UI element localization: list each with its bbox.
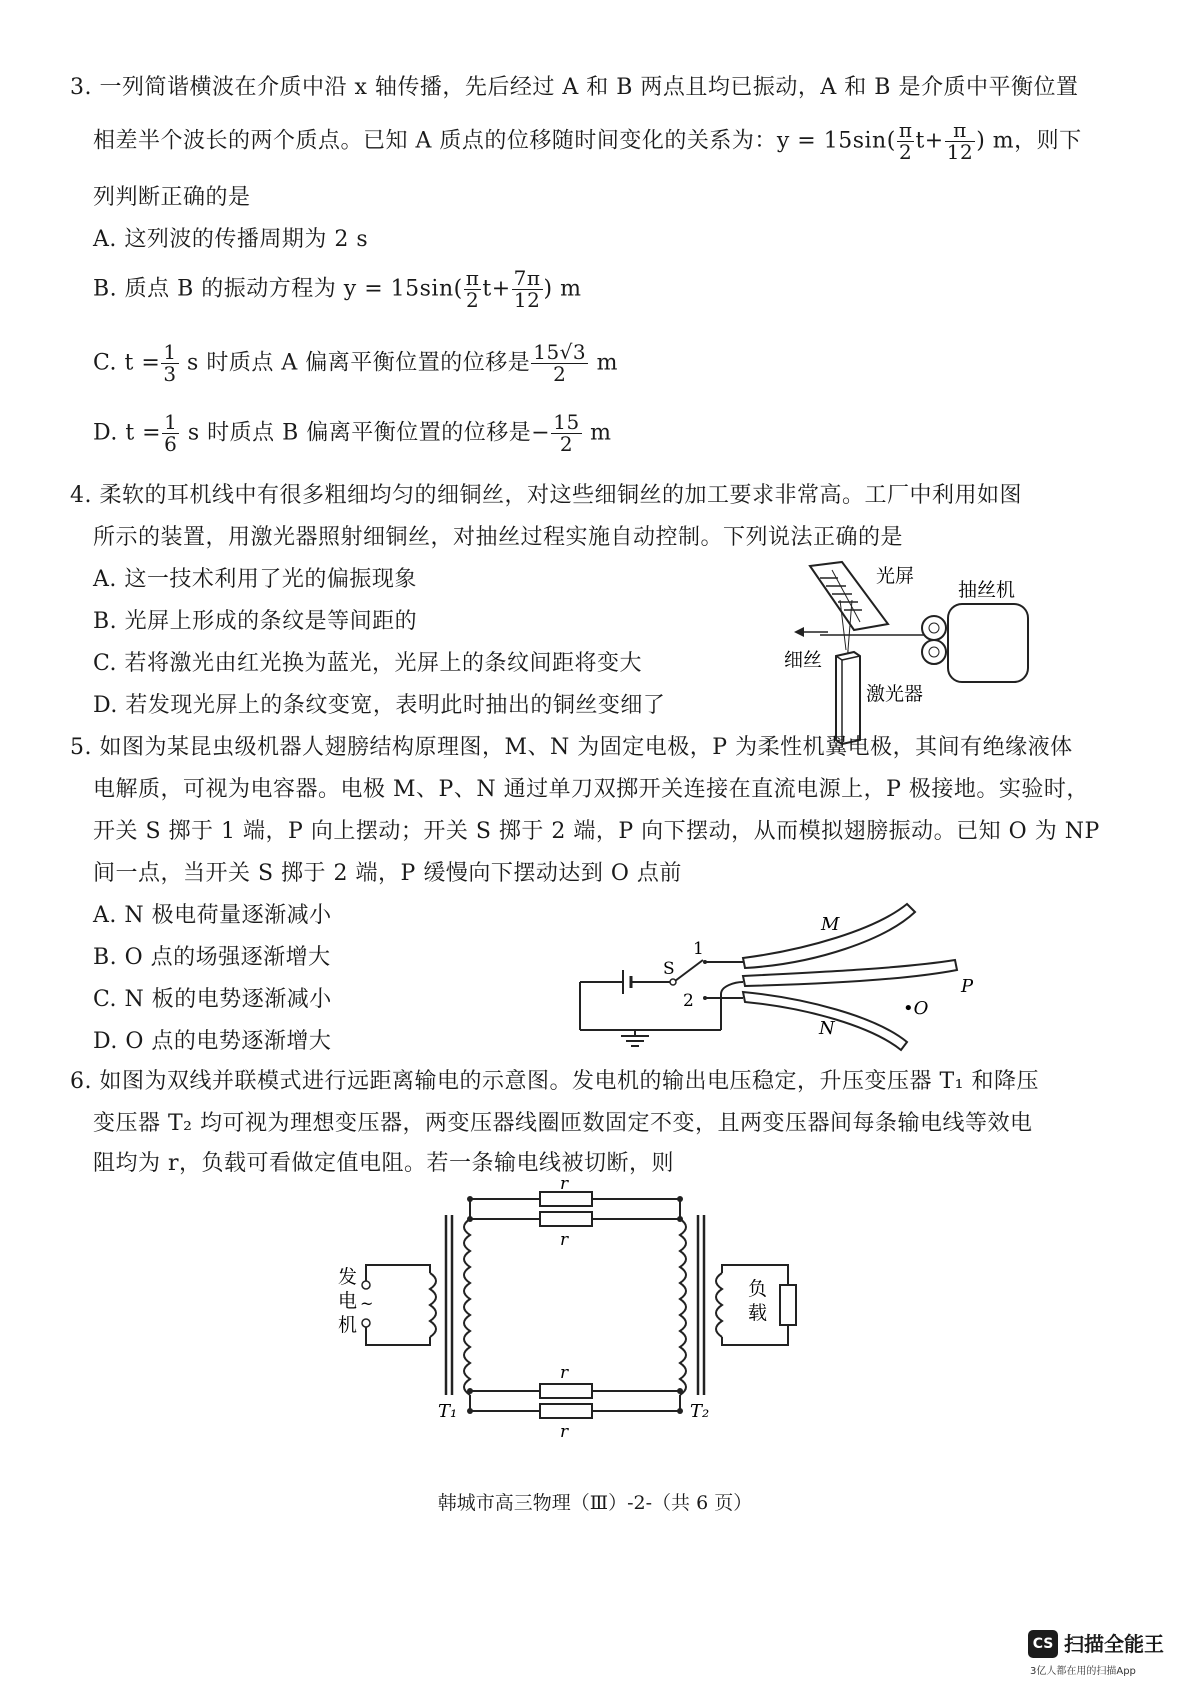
resistor-bottom-1: [540, 1384, 592, 1398]
generator-terminal-bottom: [362, 1319, 370, 1327]
label-o: •O: [903, 998, 929, 1019]
q5-option-b: B. O 点的场强逐渐增大: [93, 945, 331, 970]
r-label-top-1: r: [560, 1174, 569, 1194]
q3-stem-2c: ) m，则下: [976, 128, 1082, 154]
q4-number: 4.: [70, 483, 92, 508]
r-label-bottom-2: r: [560, 1422, 569, 1442]
t2-secondary-coil: [716, 1273, 722, 1337]
q5-line2: 电解质，可视为电容器。电极 M、P、N 通过单刀双掷开关连接在直流电源上，P 极接地。实验时，: [93, 777, 1089, 802]
load-label-1: 负: [748, 1278, 768, 1300]
switch-label: S: [663, 959, 675, 979]
watermark-subtitle: 3亿人都在用的扫描App: [1030, 1666, 1136, 1677]
q3-number: 3.: [70, 75, 92, 100]
q6-stem-1: 如图为双线并联模式进行远距离输电的示意图。发电机的输出电压稳定，升压变压器 T₁ 和降压: [99, 1069, 1039, 1094]
q5-line3: 开关 S 掷于 1 端，P 向上摆动；开关 S 掷于 2 端，P 向下摆动，从而模拟翅膀振动。已知 O 为 NP: [93, 819, 1100, 844]
roller-bottom: [922, 640, 946, 664]
q3-stem-2b: t+: [915, 128, 944, 154]
load-resistor: [780, 1285, 796, 1325]
resistor-top-1: [540, 1192, 592, 1206]
label-wire: 细丝: [784, 649, 823, 671]
q5-option-c: C. N 板的电势逐渐减小: [93, 987, 332, 1012]
roller-top: [922, 616, 946, 640]
label-m: M: [821, 914, 840, 935]
q3-option-a: A. 这列波的传播周期为 2 s: [93, 227, 369, 252]
t1-secondary-coil: [464, 1219, 470, 1395]
page-footer: 韩城市高三物理（Ⅲ）-2-（共 6 页）: [437, 1492, 753, 1514]
q4-stem-1: 柔软的耳机线中有很多粗细均匀的细铜丝，对这些细铜丝的加工要求非常高。工厂中利用如图: [99, 483, 1023, 508]
q3c-frac-1-3: $\frac{1}{3}$: [163, 340, 177, 386]
q3-option-c: C. t = $\frac{1}{3}$ s 时质点 A 偏离平衡位置的位移是 $\frac{15√3}{2}$ m: [93, 340, 619, 386]
q3-line3: 列判断正确的是: [93, 185, 251, 210]
q3-stem-2a: 相差半个波长的两个质点。已知 A 质点的位移随时间变化的关系为：y = 15sin(: [93, 128, 896, 154]
q5-number: 5.: [70, 735, 92, 760]
gen-label-2: 电: [338, 1290, 358, 1312]
t2-primary-coil: [680, 1219, 686, 1395]
q4-line2: 所示的装置，用激光器照射细铜丝，对抽丝过程实施自动控制。下列说法正确的是: [93, 525, 904, 550]
q3-option-b: B. 质点 B 的振动方程为 y = 15sin( $\frac{\pi}{2}$ t+ $\frac{7\pi}{12}$ ) m: [93, 266, 582, 312]
q5-line4: 间一点，当开关 S 掷于 2 端，P 缓慢向下摆动达到 O 点前: [93, 861, 682, 886]
q4-line1: [70, 478, 1022, 509]
switch-blade: [675, 960, 703, 981]
q3-stem-1: 一列简谐横波在介质中沿 x 轴传播，先后经过 A 和 B 两点且均已振动，A 和 B 是介质中平衡位置: [99, 75, 1079, 100]
t2-label: T₂: [690, 1401, 710, 1422]
q4-option-c: C. 若将激光由红光换为蓝光，光屏上的条纹间距将变大: [93, 651, 643, 676]
q3-frac-pi-2: $\frac{\pi}{2}$: [898, 118, 913, 164]
q3-option-d: D. t = $\frac{1}{6}$ s 时质点 B 偏离平衡位置的位移是− $\frac{15}{2}$ m: [93, 410, 612, 456]
q5-line1: [70, 730, 1073, 761]
q3d-frac-1-6: $\frac{1}{6}$: [164, 410, 178, 456]
q3b-frac-7pi-12: $\frac{7\pi}{12}$: [513, 266, 541, 312]
q3-line1: [70, 70, 1078, 101]
q6-line2: 变压器 T₂ 均可视为理想变压器，两变压器线圈匝数固定不变，且两变压器间每条输电线等效电: [93, 1111, 1033, 1136]
q5-stem-1: 如图为某昆虫级机器人翅膀结构原理图，M、N 为固定电极，P 为柔性机翼电极，其间有绝缘液体: [99, 735, 1073, 760]
q6-line1: [70, 1064, 1039, 1095]
wire-drawing-machine: [948, 604, 1028, 682]
label-p: P: [961, 976, 974, 997]
gen-label-3: 机: [338, 1314, 358, 1336]
terminal-2-label: 2: [683, 991, 694, 1011]
label-screen: 光屏: [876, 565, 915, 587]
q3-line2: [93, 120, 1082, 163]
q4-option-a: A. 这一技术利用了光的偏振现象: [93, 567, 417, 592]
q3-frac-pi-12: $\frac{\pi}{12}$: [946, 118, 974, 164]
q4-option-d: D. 若发现光屏上的条纹变宽，表明此时抽出的铜丝变细了: [93, 693, 666, 718]
q5-option-d: D. O 点的电势逐渐增大: [93, 1029, 332, 1054]
watermark-title: 扫描全能王: [1064, 1632, 1164, 1656]
q3c-frac-15r3-2: $\frac{15√3}{2}$: [533, 340, 587, 386]
ac-icon: ~: [360, 1294, 374, 1313]
t1-label: T₁: [438, 1401, 458, 1422]
camscanner-logo-icon: CS: [1028, 1630, 1058, 1658]
generator-terminal-top: [362, 1281, 370, 1289]
q5-option-a: A. N 极电荷量逐渐减小: [93, 903, 332, 928]
label-laser: 激光器: [866, 683, 924, 705]
terminal-1-label: 1: [693, 939, 704, 959]
gen-label-1: 发: [338, 1266, 358, 1288]
q5-figure: [575, 890, 1045, 1060]
label-n: N: [819, 1018, 835, 1039]
q6-line3: 阻均为 r，负载可看做定值电阻。若一条输电线被切断，则: [93, 1151, 675, 1176]
q3b-frac-pi-2: $\frac{\pi}{2}$: [465, 266, 480, 312]
resistor-top-2: [540, 1212, 592, 1226]
resistor-bottom-2: [540, 1404, 592, 1418]
q3d-frac-15-2: $\frac{15}{2}$: [553, 410, 580, 456]
t1-primary-coil: [430, 1273, 436, 1337]
q4-option-b: B. 光屏上形成的条纹是等间距的: [93, 609, 418, 634]
label-machine: 抽丝机: [958, 579, 1016, 601]
q6-number: 6.: [70, 1069, 92, 1094]
q6-figure: [330, 1174, 870, 1475]
r-label-bottom-1: r: [560, 1363, 569, 1383]
r-label-top-2: r: [560, 1230, 569, 1250]
arrow-head: [794, 627, 804, 637]
load-label-2: 载: [748, 1302, 768, 1324]
